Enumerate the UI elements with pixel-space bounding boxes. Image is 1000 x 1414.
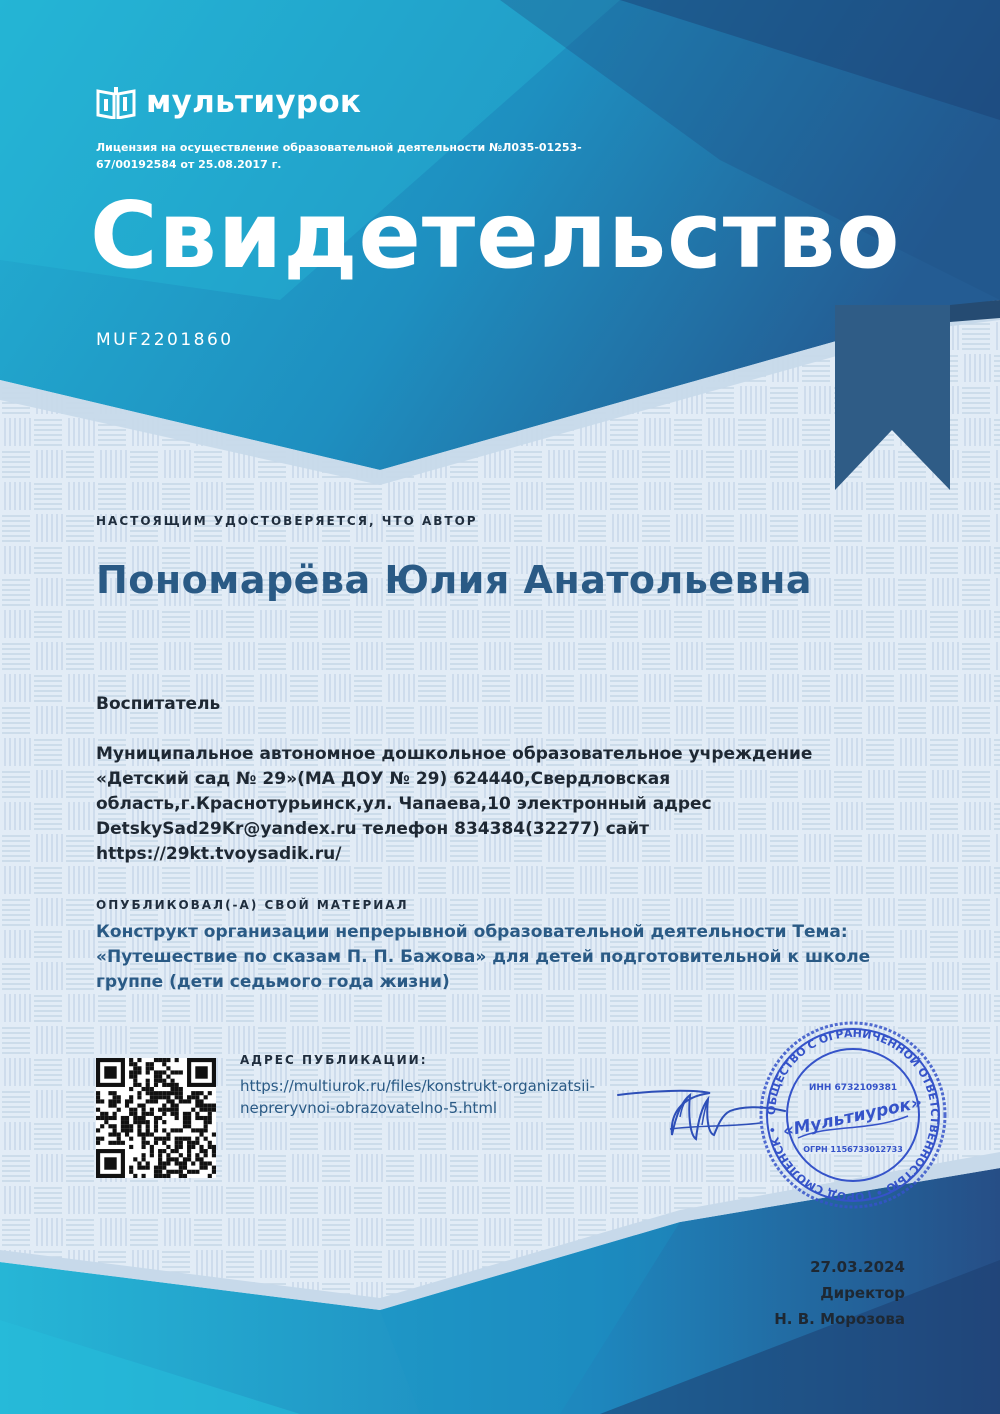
material-title: Конструкт организации непрерывной образовательной деятельности Тема: «Путешествие по сказам П. П. Бажова» для детей подготовительной к школе группе (дети седьмого года жизни)	[96, 922, 871, 992]
author-position: Воспитатель	[96, 694, 221, 714]
footer-block	[774, 1254, 905, 1332]
stamp-ogrn: ОГРН 1156733012733	[803, 1145, 903, 1154]
publication-address-label: АДРЕС ПУБЛИКАЦИИ:	[240, 1053, 428, 1067]
logo-text: мультиурок	[146, 84, 362, 120]
publication-url-link[interactable]: https://multiurok.ru/files/konstrukt-organizatsii-nepreryvnoi-obrazovatelno-5.html	[240, 1077, 595, 1117]
signer-role: Директор	[820, 1284, 905, 1302]
stamp-outer-text: ОБЩЕСТВО С ОГРАНИЧЕННОЙ ОТВЕТСТВЕННОСТЬЮ • ГОРОД СМОЛЕНСК •	[764, 1026, 942, 1204]
signer-name: Н. В. Морозова	[774, 1310, 905, 1328]
published-label: ОПУБЛИКОВАЛ(-А) СВОЙ МАТЕРИАЛ	[96, 898, 409, 912]
author-name: Пономарёва Юлия Анатольевна	[96, 558, 813, 602]
issue-date: 27.03.2024	[810, 1258, 905, 1276]
qr-code	[96, 1058, 216, 1178]
stamp-center-text: «Мультиурок»	[781, 1092, 924, 1142]
organization-text: Муниципальное автономное дошкольное образовательное учреждение «Детский сад № 29»(МА ДОУ № 29) 624440,Свердловская область,г.Краснотурьинск,ул. Чапаева,10 электронный адрес DetskySad29Kr@yandex.ru телефон 834384(32277) сайт https://29kt.tvoysadik.ru/	[96, 744, 813, 864]
open-book-icon	[96, 85, 136, 119]
license-text: Лицензия на осуществление образовательной деятельности №Л035-01253-67/00192584 от 25.08.2017 г.	[96, 141, 582, 171]
certificate-code: MUF2201860	[96, 330, 234, 350]
company-stamp	[758, 1020, 948, 1210]
certificate-title: Свидетельство	[90, 182, 901, 289]
multiurok-logo	[96, 84, 361, 120]
intro-label: НАСТОЯЩИМ УДОСТОВЕРЯЕТСЯ, ЧТО АВТОР	[96, 514, 478, 528]
stamp-inn: ИНН 6732109381	[808, 1083, 898, 1093]
